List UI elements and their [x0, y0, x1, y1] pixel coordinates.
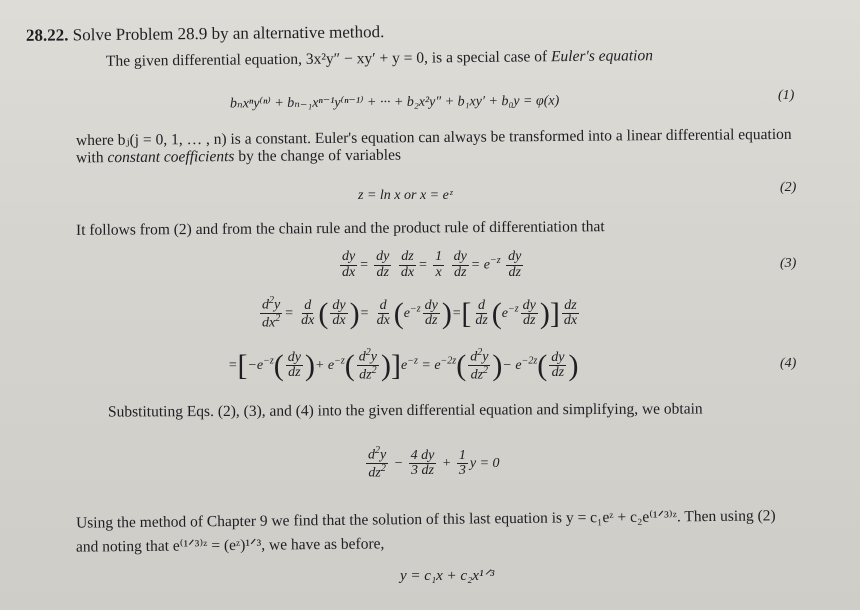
intro-emphasis: Euler's equation [550, 47, 654, 66]
conclusion-line-1: Using the method of Chapter 9 we find that the solution of this last equation is y = c₁eᶻ + c₂e⁽¹ᐟ³⁾ᶻ. Then using (2) [75, 507, 776, 532]
intro-text: The given differential equation, 3x²y″ − xy′ + y = 0, is a special case of [105, 48, 548, 70]
where-line-2-emphasis: constant coefficients [107, 148, 235, 167]
second-derivative-equation-line-1: $\frac{d^2y}{dx^2}$ = $\frac{d}{dx}$ ( $\frac{dy}{dx}$ )= $\frac{d}{dx}$ ($e^{-z}$ $\frac{dy}{dz}$ )=[ $\frac{d}{dz}$ ($e^{-z}$ $\frac{dy}{dz}$ )] $\frac{dz}{dx}$ [262, 295, 578, 331]
where-line-2-post: by the change of variables [238, 146, 402, 166]
equation-label-4: (4) [780, 356, 797, 371]
intro-sentence [106, 47, 653, 71]
problem-number: 28.22. [25, 25, 69, 45]
euler-equation: bₙxⁿy⁽ⁿ⁾ + bₙ₋₁xⁿ⁻¹y⁽ⁿ⁻¹⁾ + ··· + b₂x²y″ + b₁xy′ + b₀y = φ(x) [229, 93, 560, 112]
equation-label-1: (1) [778, 88, 795, 103]
final-solution: y = c₁x + c₂x¹ᐟ³ [400, 568, 495, 584]
where-line-2 [76, 147, 401, 168]
substituting-sentence: Substituting Eqs. (2), (3), and (4) into the given differential equation and simplifying, we obtain [107, 400, 703, 421]
where-line-1: where bⱼ(j = 0, 1, … , n) is a constant. Euler's equation can always be transformed into a linear differential equation [75, 125, 792, 150]
problem-title: Solve Problem 28.9 by an alternative method. [72, 22, 385, 45]
change-of-variables-equation: z = ln x or x = eᶻ [358, 188, 453, 203]
equation-label-2: (2) [780, 180, 797, 195]
conclusion-line-2: and noting that e⁽¹ᐟ³⁾ᶻ = (eᶻ)¹ᐟ³, we have as before, [75, 535, 385, 556]
problem-heading [26, 22, 385, 46]
chain-rule-sentence: It follows from (2) and from the chain rule and the product rule of differentiation that [75, 218, 605, 239]
transformed-equation: $\frac{d^2y}{dz^2}$ − $\frac{4 dy}{3 dz}$ + $\frac{1}{3}$ y = 0 [368, 445, 500, 481]
equation-label-3: (3) [780, 256, 797, 271]
second-derivative-equation-line-2: $=[-e^{-z}$( $\frac{dy}{dz}$ )+ $e^{-z}$( $\frac{d^2y}{dz^2}$ )]$e^{-z} = e^{-2z}$( $\frac{d^2y}{dz^2}$ )− $e^{-2z}$( $\frac{dy}{dz}$ ) [228, 347, 579, 383]
first-derivative-equation: $\frac{dy}{dx}$ = $\frac{dy}{dz}$ $\frac{dz}{dx}$ = $\frac{1}{x}$ $\frac{dy}{dz}$ = $e^{-z}$ $\frac{dy}{dz}$ [342, 249, 522, 280]
where-line-2-pre: with [75, 149, 104, 167]
transformed-equation-rhs: = 0 [479, 456, 500, 472]
